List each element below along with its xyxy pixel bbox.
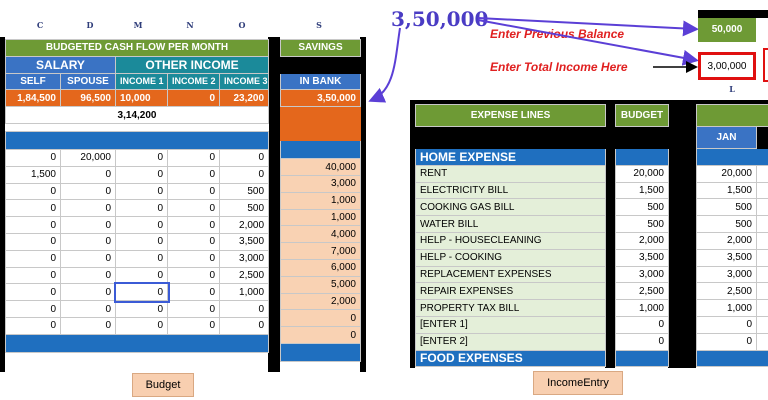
budget-column-table	[615, 104, 669, 367]
savings-cell[interactable]: 3,000	[281, 175, 361, 192]
budget-cell[interactable]: 0	[168, 317, 220, 334]
budget-cell[interactable]: 0	[61, 183, 116, 200]
total-income-cell[interactable]: 3,00,000	[698, 52, 756, 80]
sheet-tab-income-entry[interactable]: IncomeEntry	[533, 371, 623, 395]
expense-line-name[interactable]: ELECTRICITY BILL	[416, 182, 606, 199]
sheet-tab-budget[interactable]: Budget	[132, 373, 194, 397]
expense-jan-value[interactable]: 3,000	[697, 266, 757, 283]
big-number-annotation: 3,50,000	[391, 7, 489, 31]
budget-cell[interactable]: 0	[168, 284, 220, 301]
budget-cell[interactable]: 0	[6, 267, 61, 284]
food-expenses-section: FOOD EXPENSES	[416, 350, 606, 367]
savings-cell[interactable]: 1,000	[281, 192, 361, 209]
total-income-1[interactable]: 10,000	[116, 90, 168, 107]
expense-jan-value[interactable]: 500	[697, 216, 757, 233]
home-expense-section: HOME EXPENSE	[416, 149, 606, 166]
column-letter-s: S	[316, 20, 322, 30]
expense-lines-table	[415, 104, 606, 367]
in-bank-value[interactable]: 3,50,000	[281, 90, 361, 107]
expense-lines-header: EXPENSE LINES	[416, 105, 606, 127]
budget-cell[interactable]: 0	[61, 166, 116, 183]
expense-line-name[interactable]: HELP - COOKING	[416, 249, 606, 266]
savings-cell[interactable]: 5,000	[281, 276, 361, 293]
budget-cell[interactable]: 0	[6, 301, 61, 318]
total-self[interactable]: 1,84,500	[6, 90, 61, 107]
expense-line-name[interactable]: [ENTER 2]	[416, 333, 606, 350]
expense-budget-value[interactable]: 20,000	[616, 165, 669, 182]
arrow-to-prev-balance	[478, 18, 695, 29]
budget-cell[interactable]: 0	[168, 267, 220, 284]
total-income-label: Enter Total Income Here	[490, 60, 628, 74]
expense-line-name[interactable]: RENT	[416, 165, 606, 182]
budget-cell[interactable]: 1,000	[220, 284, 269, 301]
expense-budget-value[interactable]: 500	[616, 199, 669, 216]
column-letter-d: D	[86, 20, 94, 30]
budget-cell[interactable]: 0	[220, 166, 269, 183]
column-letter-c: C	[36, 20, 44, 30]
budget-cell[interactable]: 1,500	[6, 166, 61, 183]
budget-cell[interactable]: 0	[168, 217, 220, 234]
savings-cell[interactable]: 7,000	[281, 243, 361, 260]
expense-jan-value[interactable]: 500	[697, 199, 757, 216]
expense-budget-value[interactable]: 500	[616, 216, 669, 233]
budget-cell[interactable]: 0	[6, 233, 61, 250]
savings-title: SAVINGS	[281, 40, 361, 57]
budget-cell[interactable]: 0	[6, 200, 61, 217]
expense-jan-value[interactable]: 1,000	[697, 300, 757, 317]
budget-cell[interactable]: 0	[116, 166, 168, 183]
savings-cell[interactable]: 0	[281, 310, 361, 327]
salary-header: SALARY	[6, 56, 116, 73]
arrow-to-in-bank	[372, 28, 400, 100]
expense-budget-value[interactable]: 2,500	[616, 283, 669, 300]
budget-cell[interactable]: 0	[6, 217, 61, 234]
savings-cell[interactable]: 40,000	[281, 159, 361, 176]
expense-jan-value[interactable]: 0	[697, 316, 757, 333]
col-header-income-2: INCOME 2	[168, 73, 220, 90]
budget-cell[interactable]: 0	[168, 250, 220, 267]
expense-jan-value[interactable]: 2,000	[697, 232, 757, 249]
savings-cell[interactable]: 0	[281, 327, 361, 344]
budget-cell[interactable]: 0	[116, 301, 168, 318]
budget-cell[interactable]: 0	[61, 267, 116, 284]
expense-budget-value[interactable]: 0	[616, 333, 669, 350]
budget-cell[interactable]: 0	[61, 217, 116, 234]
savings-cell[interactable]: 4,000	[281, 226, 361, 243]
budget-cell[interactable]: 500	[220, 200, 269, 217]
total-income-2[interactable]: 0	[168, 90, 220, 107]
expense-budget-value[interactable]: 2,000	[616, 232, 669, 249]
budget-cell[interactable]: 20,000	[61, 149, 116, 166]
expense-jan-value[interactable]: 0	[697, 333, 757, 350]
budget-cell[interactable]: 0	[61, 284, 116, 301]
budget-cell[interactable]: 0	[220, 317, 269, 334]
total-income-3[interactable]: 23,200	[220, 90, 269, 107]
budget-cell[interactable]: 0	[61, 250, 116, 267]
budget-cell[interactable]: 0	[61, 317, 116, 334]
budget-cell[interactable]: 0	[116, 149, 168, 166]
expense-line-name[interactable]: COOKING GAS BILL	[416, 199, 606, 216]
budget-cell[interactable]: 2,000	[220, 217, 269, 234]
budget-cell[interactable]: 0	[116, 317, 168, 334]
budget-cell[interactable]: 0	[116, 200, 168, 217]
budget-cell[interactable]: 0	[6, 284, 61, 301]
budget-cell[interactable]: 2,500	[220, 267, 269, 284]
budget-cell[interactable]: 0	[61, 200, 116, 217]
budget-cell[interactable]: 0	[6, 317, 61, 334]
budget-cell[interactable]: 0	[116, 183, 168, 200]
other-income-header: OTHER INCOME	[116, 56, 269, 73]
budget-cell[interactable]: 0	[116, 250, 168, 267]
expense-jan-value[interactable]: 3,500	[697, 249, 757, 266]
expense-line-name[interactable]: PROPERTY TAX BILL	[416, 300, 606, 317]
expense-line-name[interactable]: [ENTER 1]	[416, 316, 606, 333]
budget-cell[interactable]: 0	[6, 149, 61, 166]
expense-line-name[interactable]: HELP - HOUSECLEANING	[416, 232, 606, 249]
budget-cell[interactable]: 0	[6, 183, 61, 200]
budget-cell[interactable]: 0	[168, 200, 220, 217]
expense-budget-value[interactable]: 1,500	[616, 182, 669, 199]
expense-jan-value[interactable]: 1,500	[697, 182, 757, 199]
sum-total-cell[interactable]: 3,14,200	[6, 107, 269, 124]
expense-line-name[interactable]: WATER BILL	[416, 216, 606, 233]
budget-cell[interactable]: 0	[168, 183, 220, 200]
savings-cell[interactable]: 6,000	[281, 259, 361, 276]
expense-budget-value[interactable]: 3,000	[616, 266, 669, 283]
budget-cell[interactable]: 0	[168, 166, 220, 183]
prev-balance-label: Enter Previous Balance	[490, 27, 625, 41]
jan-column-table	[696, 104, 768, 367]
savings-cell[interactable]: 2,000	[281, 293, 361, 310]
total-spouse[interactable]: 96,500	[61, 90, 116, 107]
budget-cell[interactable]: 0	[116, 284, 168, 301]
budget-cell[interactable]: 0	[168, 233, 220, 250]
jan-header: JAN	[697, 127, 757, 149]
budget-cell[interactable]: 0	[61, 301, 116, 318]
prev-balance-cell[interactable]: 50,000	[698, 18, 756, 42]
budget-cell[interactable]: 500	[220, 183, 269, 200]
col-header-income-3: INCOME 3	[220, 73, 269, 90]
budget-cell[interactable]: 3,500	[220, 233, 269, 250]
expense-budget-value[interactable]: 3,500	[616, 249, 669, 266]
budget-cell[interactable]: 0	[116, 267, 168, 284]
column-letter-n: N	[186, 20, 194, 30]
budget-cell[interactable]: 0	[61, 233, 116, 250]
budget-cell[interactable]: 3,000	[220, 250, 269, 267]
expense-budget-value[interactable]: 0	[616, 316, 669, 333]
expense-budget-value[interactable]: 1,000	[616, 300, 669, 317]
col-header-spouse: SPOUSE	[61, 73, 116, 90]
expense-line-name[interactable]: REPLACEMENT EXPENSES	[416, 266, 606, 283]
budget-title: BUDGETED CASH FLOW PER MONTH	[6, 40, 269, 57]
budget-cell[interactable]: 0	[220, 301, 269, 318]
budget-header: BUDGET	[616, 105, 669, 127]
column-letter-m: M	[133, 20, 143, 30]
budget-cell[interactable]: 0	[116, 217, 168, 234]
expense-line-name[interactable]: REPAIR EXPENSES	[416, 283, 606, 300]
column-letter-l: L	[729, 84, 735, 94]
expense-jan-value[interactable]: 2,500	[697, 283, 757, 300]
expense-jan-value[interactable]: 20,000	[697, 165, 757, 182]
in-bank-header: IN BANK	[281, 73, 361, 90]
col-header-income-1: INCOME 1	[116, 73, 168, 90]
arrow-to-total-income	[478, 20, 695, 60]
budget-cell[interactable]: 0	[116, 233, 168, 250]
budget-cell[interactable]: 0	[168, 301, 220, 318]
budget-cell[interactable]: 0	[168, 149, 220, 166]
col-header-self: SELF	[6, 73, 61, 90]
column-letter-o: O	[238, 20, 246, 30]
budget-cell[interactable]: 0	[220, 149, 269, 166]
savings-cell[interactable]: 1,000	[281, 209, 361, 226]
budget-cell[interactable]: 0	[6, 250, 61, 267]
